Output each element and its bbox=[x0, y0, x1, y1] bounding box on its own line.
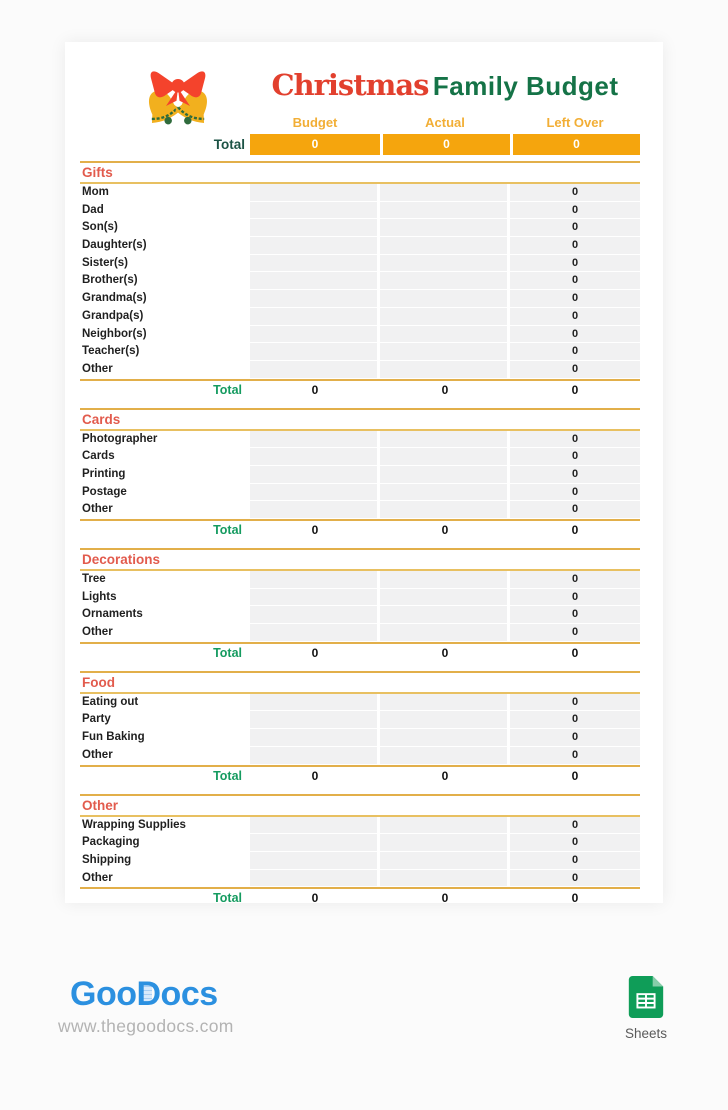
actual-cell[interactable] bbox=[380, 589, 510, 607]
budget-cell[interactable] bbox=[250, 817, 380, 835]
item-label: Other bbox=[82, 503, 113, 516]
item-row bbox=[80, 870, 640, 888]
section-total-left-over: 0 bbox=[571, 645, 579, 660]
section-cards bbox=[80, 408, 640, 540]
item-label: Other bbox=[82, 748, 113, 761]
section-title-food: Food bbox=[80, 671, 640, 694]
section-total-left-over: 0 bbox=[571, 891, 579, 906]
item-label: Cards bbox=[82, 450, 115, 463]
sheets-label: Sheets bbox=[624, 1026, 668, 1041]
item-row bbox=[80, 466, 640, 484]
section-total-actual: 0 bbox=[441, 768, 449, 783]
budget-cell[interactable] bbox=[250, 571, 380, 589]
item-label: Tree bbox=[82, 573, 106, 585]
actual-cell[interactable] bbox=[380, 448, 510, 466]
item-label: Fun Baking bbox=[82, 731, 145, 744]
left-over-cell[interactable]: 0 bbox=[510, 202, 640, 220]
goodocs-brand bbox=[58, 976, 234, 1037]
grand-total-row bbox=[80, 134, 640, 155]
item-label: Dad bbox=[82, 203, 104, 216]
item-label: Neighbor(s) bbox=[82, 327, 147, 340]
item-label: Eating out bbox=[82, 695, 139, 708]
budget-cell[interactable] bbox=[250, 870, 380, 888]
item-row bbox=[80, 290, 640, 308]
section-total-actual: 0 bbox=[441, 645, 449, 660]
section-total-left-over: 0 bbox=[571, 382, 579, 397]
item-label: Brother(s) bbox=[82, 274, 138, 287]
item-row bbox=[80, 729, 640, 747]
item-row bbox=[80, 747, 640, 765]
actual-cell[interactable] bbox=[380, 501, 510, 519]
left-over-cell[interactable]: 0 bbox=[510, 852, 640, 870]
actual-cell[interactable] bbox=[380, 606, 510, 624]
budget-cell[interactable] bbox=[250, 484, 380, 502]
item-label: Printing bbox=[82, 467, 126, 480]
item-row bbox=[80, 326, 640, 344]
budget-cell[interactable] bbox=[250, 202, 380, 220]
budget-cell[interactable] bbox=[250, 326, 380, 344]
item-label: Packaging bbox=[82, 836, 140, 849]
left-over-cell[interactable]: 0 bbox=[510, 624, 640, 642]
budget-cell[interactable] bbox=[250, 589, 380, 607]
section-food bbox=[80, 671, 640, 786]
item-row bbox=[80, 202, 640, 220]
item-row bbox=[80, 694, 640, 712]
item-label: Shipping bbox=[82, 853, 132, 866]
grand-total-left-over-cell: 0 bbox=[510, 134, 640, 155]
item-row bbox=[80, 308, 640, 326]
section-total-budget: 0 bbox=[311, 891, 319, 906]
item-label: Sister(s) bbox=[82, 256, 129, 269]
actual-cell[interactable] bbox=[380, 431, 510, 449]
column-header-left-over: Left Over bbox=[546, 115, 604, 130]
item-label: Grandma(s) bbox=[82, 292, 147, 305]
item-label: Son(s) bbox=[82, 221, 118, 234]
item-row bbox=[80, 606, 640, 624]
item-row bbox=[80, 484, 640, 502]
actual-cell[interactable] bbox=[380, 255, 510, 273]
item-row bbox=[80, 834, 640, 852]
item-row bbox=[80, 571, 640, 589]
left-over-cell[interactable]: 0 bbox=[510, 448, 640, 466]
item-row bbox=[80, 255, 640, 273]
item-label: Postage bbox=[82, 485, 127, 498]
section-total-row bbox=[80, 642, 640, 663]
budget-cell[interactable] bbox=[250, 711, 380, 729]
left-over-cell[interactable]: 0 bbox=[510, 466, 640, 484]
logo-document-d-icon: D bbox=[136, 975, 161, 1013]
actual-cell[interactable] bbox=[380, 361, 510, 379]
actual-cell[interactable] bbox=[380, 571, 510, 589]
section-title-other: Other bbox=[80, 794, 640, 817]
budget-cell[interactable] bbox=[250, 729, 380, 747]
item-label: Mom bbox=[82, 186, 109, 198]
column-header-actual: Actual bbox=[425, 115, 465, 130]
sheet-header bbox=[80, 68, 640, 155]
item-label: Lights bbox=[82, 590, 117, 603]
left-over-cell[interactable]: 0 bbox=[510, 484, 640, 502]
budget-cell[interactable] bbox=[250, 343, 380, 361]
section-title-decorations: Decorations bbox=[80, 548, 640, 571]
section-total-label: Total bbox=[213, 645, 242, 660]
budget-cell[interactable] bbox=[250, 431, 380, 449]
section-total-row bbox=[80, 519, 640, 540]
item-row bbox=[80, 361, 640, 379]
section-total-budget: 0 bbox=[311, 645, 319, 660]
item-row bbox=[80, 184, 640, 202]
left-over-cell[interactable]: 0 bbox=[510, 326, 640, 344]
item-row bbox=[80, 852, 640, 870]
actual-cell[interactable] bbox=[380, 747, 510, 765]
item-row bbox=[80, 219, 640, 237]
column-header-budget: Budget bbox=[292, 115, 338, 130]
section-total-row bbox=[80, 379, 640, 400]
left-over-cell[interactable]: 0 bbox=[510, 219, 640, 237]
google-sheets-icon bbox=[628, 976, 664, 1018]
section-total-label: Total bbox=[213, 523, 242, 537]
actual-cell[interactable] bbox=[380, 817, 510, 835]
section-total-budget: 0 bbox=[311, 523, 319, 537]
left-over-cell[interactable]: 0 bbox=[510, 290, 640, 308]
page-title-christmas: Christmas bbox=[271, 68, 429, 102]
actual-cell[interactable] bbox=[380, 237, 510, 255]
logo-goo: Goo bbox=[70, 975, 137, 1013]
budget-cell[interactable] bbox=[250, 237, 380, 255]
left-over-cell[interactable]: 0 bbox=[510, 729, 640, 747]
budget-cell[interactable] bbox=[250, 624, 380, 642]
budget-cell[interactable] bbox=[250, 501, 380, 519]
budget-cell[interactable] bbox=[250, 184, 380, 202]
item-row bbox=[80, 711, 640, 729]
actual-cell[interactable] bbox=[380, 308, 510, 326]
actual-cell[interactable] bbox=[380, 711, 510, 729]
left-over-cell[interactable]: 0 bbox=[510, 272, 640, 290]
actual-cell[interactable] bbox=[380, 290, 510, 308]
left-over-cell[interactable]: 0 bbox=[510, 589, 640, 607]
left-over-cell[interactable]: 0 bbox=[510, 834, 640, 852]
section-title-gifts: Gifts bbox=[80, 161, 640, 184]
goodocs-url-link[interactable]: www.thegoodocs.com bbox=[58, 1016, 234, 1036]
budget-cell[interactable] bbox=[250, 852, 380, 870]
actual-cell[interactable] bbox=[380, 484, 510, 502]
grand-total-actual-cell: 0 bbox=[380, 134, 510, 155]
item-row bbox=[80, 817, 640, 835]
actual-cell[interactable] bbox=[380, 343, 510, 361]
actual-cell[interactable] bbox=[380, 852, 510, 870]
left-over-cell[interactable]: 0 bbox=[510, 747, 640, 765]
budget-cell[interactable] bbox=[250, 308, 380, 326]
left-over-cell[interactable]: 0 bbox=[510, 870, 640, 888]
budget-cell[interactable] bbox=[250, 290, 380, 308]
actual-cell[interactable] bbox=[380, 694, 510, 712]
budget-sheet-card bbox=[65, 42, 663, 906]
section-gifts bbox=[80, 161, 640, 400]
left-over-cell[interactable]: 0 bbox=[510, 694, 640, 712]
budget-cell[interactable] bbox=[250, 466, 380, 484]
section-decorations bbox=[80, 548, 640, 663]
section-total-left-over: 0 bbox=[571, 768, 579, 783]
budget-cell[interactable] bbox=[250, 606, 380, 624]
section-total-label: Total bbox=[213, 768, 242, 783]
section-total-label: Total bbox=[213, 891, 242, 906]
budget-cell[interactable] bbox=[250, 834, 380, 852]
section-total-actual: 0 bbox=[441, 891, 449, 906]
left-over-cell[interactable]: 0 bbox=[510, 184, 640, 202]
item-row bbox=[80, 501, 640, 519]
item-label: Other bbox=[82, 871, 113, 884]
item-row bbox=[80, 237, 640, 255]
budget-cell[interactable] bbox=[250, 694, 380, 712]
item-label: Daughter(s) bbox=[82, 239, 147, 252]
left-over-cell[interactable]: 0 bbox=[510, 343, 640, 361]
item-label: Grandpa(s) bbox=[82, 309, 144, 322]
section-other bbox=[80, 794, 640, 909]
item-row bbox=[80, 624, 640, 642]
actual-cell[interactable] bbox=[380, 202, 510, 220]
item-row bbox=[80, 343, 640, 361]
left-over-cell[interactable]: 0 bbox=[510, 606, 640, 624]
actual-cell[interactable] bbox=[380, 184, 510, 202]
item-label: Photographer bbox=[82, 432, 158, 445]
left-over-cell[interactable]: 0 bbox=[510, 255, 640, 273]
item-row bbox=[80, 448, 640, 466]
goodocs-logo bbox=[58, 976, 234, 1012]
christmas-bells-icon bbox=[132, 70, 224, 136]
item-row bbox=[80, 272, 640, 290]
budget-cell[interactable] bbox=[250, 361, 380, 379]
actual-cell[interactable] bbox=[380, 466, 510, 484]
item-label: Other bbox=[82, 362, 113, 375]
budget-cell[interactable] bbox=[250, 747, 380, 765]
section-total-row bbox=[80, 765, 640, 786]
google-sheets-badge bbox=[624, 976, 668, 1041]
left-over-cell[interactable]: 0 bbox=[510, 308, 640, 326]
sections bbox=[80, 161, 640, 908]
item-label: Other bbox=[82, 626, 113, 639]
item-label: Teacher(s) bbox=[82, 345, 140, 358]
section-title-cards: Cards bbox=[80, 408, 640, 431]
item-row bbox=[80, 431, 640, 449]
logo-ocs: ocs bbox=[160, 975, 218, 1013]
page-title bbox=[250, 68, 640, 108]
actual-cell[interactable] bbox=[380, 870, 510, 888]
section-total-row bbox=[80, 887, 640, 908]
budget-cell[interactable] bbox=[250, 448, 380, 466]
item-label: Ornaments bbox=[82, 608, 143, 621]
budget-cell[interactable] bbox=[250, 219, 380, 237]
section-total-actual: 0 bbox=[441, 382, 449, 397]
budget-cell[interactable] bbox=[250, 272, 380, 290]
section-total-actual: 0 bbox=[441, 523, 449, 537]
budget-cell[interactable] bbox=[250, 255, 380, 273]
left-over-cell[interactable]: 0 bbox=[510, 501, 640, 519]
left-over-cell[interactable]: 0 bbox=[510, 361, 640, 379]
left-over-cell[interactable]: 0 bbox=[510, 431, 640, 449]
grand-total-label: Total bbox=[213, 137, 245, 152]
section-total-label: Total bbox=[213, 382, 242, 397]
actual-cell[interactable] bbox=[380, 272, 510, 290]
actual-cell[interactable] bbox=[380, 834, 510, 852]
item-row bbox=[80, 589, 640, 607]
item-label: Wrapping Supplies bbox=[82, 818, 186, 831]
left-over-cell[interactable]: 0 bbox=[510, 571, 640, 589]
actual-cell[interactable] bbox=[380, 326, 510, 344]
page-title-family-budget: Family Budget bbox=[432, 71, 619, 101]
actual-cell[interactable] bbox=[380, 219, 510, 237]
left-over-cell[interactable]: 0 bbox=[510, 237, 640, 255]
grand-total-budget-cell: 0 bbox=[250, 134, 380, 155]
left-over-cell[interactable]: 0 bbox=[510, 711, 640, 729]
left-over-cell[interactable]: 0 bbox=[510, 817, 640, 835]
section-total-left-over: 0 bbox=[571, 523, 579, 537]
item-label: Party bbox=[82, 713, 111, 726]
section-total-budget: 0 bbox=[311, 382, 319, 397]
actual-cell[interactable] bbox=[380, 624, 510, 642]
actual-cell[interactable] bbox=[380, 729, 510, 747]
section-total-budget: 0 bbox=[311, 768, 319, 783]
